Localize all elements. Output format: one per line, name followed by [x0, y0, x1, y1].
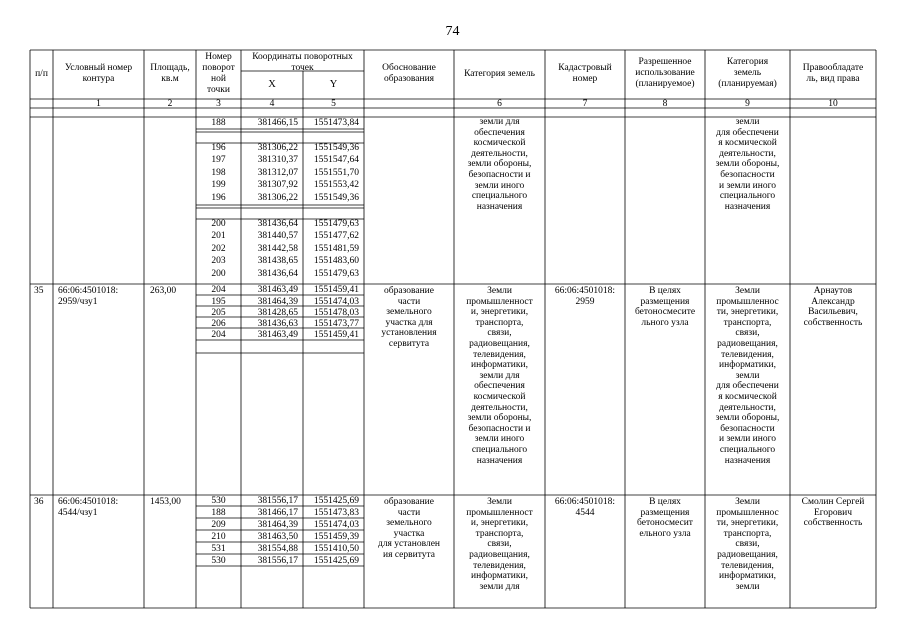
cont-category [454, 117, 545, 212]
point-y: 1551459,41 [313, 330, 359, 340]
point-number: 531 [211, 543, 226, 554]
text-line: размещения [640, 507, 690, 518]
point-x: 381440,57 [257, 231, 298, 242]
text-line: радиовещания, [469, 549, 530, 560]
point-number: 210 [211, 531, 226, 542]
point-x: 381438,65 [257, 256, 298, 267]
text-line: поворот [202, 63, 235, 73]
row35-category-planned [705, 286, 790, 466]
text-line: части [397, 507, 421, 518]
row35-area: 263,00 [150, 286, 177, 296]
text-line: участка для [385, 317, 433, 328]
text-line: земельного [386, 307, 432, 318]
text-line: участка [393, 528, 425, 539]
col-number-9: 9 [745, 99, 750, 109]
point-number: 201 [211, 231, 226, 242]
header-permitted-use [625, 57, 705, 90]
text-line: для обеспечени [716, 127, 779, 138]
text-line: обеспечения [474, 127, 525, 138]
page-number: 74 [445, 24, 460, 39]
point-x: 381464,39 [257, 519, 298, 530]
col-number-10: 10 [828, 99, 838, 109]
text-line: 66:06:4501018: [554, 497, 616, 507]
header-category-planned [705, 57, 790, 90]
text-line: космической [473, 138, 526, 149]
row36-category-planned [705, 497, 790, 592]
text-line: обеспечения [474, 381, 525, 392]
col-number-4: 4 [269, 99, 275, 109]
text-line: специального [471, 444, 528, 455]
text-line: части [397, 296, 421, 307]
text-line: назначения [476, 201, 523, 212]
point-x: 381556,17 [257, 495, 298, 506]
text-line: безопасности и [468, 169, 531, 180]
text-line: точек [291, 63, 314, 73]
text-line: безопасности [720, 423, 775, 434]
text-line: ельного узла [639, 528, 691, 539]
point-number: 530 [211, 555, 226, 566]
header-cadastral [545, 63, 625, 85]
text-line: специального [719, 191, 776, 202]
point-x: 381466,17 [257, 507, 298, 518]
point-number: 200 [211, 219, 226, 229]
text-line: Земли [735, 286, 760, 296]
text-line: безопасности [720, 169, 775, 180]
point-x: 381442,58 [257, 243, 298, 254]
point-x: 381436,64 [257, 268, 298, 279]
point-number: 209 [211, 519, 226, 530]
text-line: информатики, [719, 360, 776, 371]
text-line: и, энергетики, [470, 307, 529, 318]
point-number: 204 [211, 285, 226, 295]
point-y: 1551459,39 [313, 531, 359, 542]
point-x: 381436,64 [257, 219, 298, 229]
text-line: Земли [735, 497, 760, 507]
point-y: 1551479,63 [313, 268, 359, 279]
point-number: 196 [211, 143, 226, 153]
text-line: и земли иного [719, 180, 776, 191]
row36-area: 1453,00 [150, 497, 181, 507]
point-number: 197 [211, 155, 226, 166]
text-line: телевидения, [473, 349, 526, 360]
text-line: собственность [803, 317, 863, 328]
row35-category [454, 286, 545, 466]
point-y: 1551549,36 [313, 192, 359, 203]
text-line: ль, вид права [806, 74, 860, 84]
text-line: специального [471, 191, 528, 202]
text-line: Александр [811, 296, 855, 307]
row35-pp: 35 [34, 286, 44, 296]
point-x: 381463,50 [257, 531, 298, 542]
point-x: 381310,37 [257, 155, 298, 166]
row36-permitted-use [625, 497, 705, 539]
point-y: 1551425,69 [313, 555, 359, 566]
text-line: образования [383, 74, 435, 84]
text-line: деятельности, [471, 402, 528, 413]
text-line: назначения [476, 455, 523, 466]
point-y: 1551479,63 [313, 219, 359, 229]
text-line: размещения [640, 296, 690, 307]
text-line: земли [735, 117, 760, 127]
text-line: 4544 [575, 507, 595, 518]
text-line: и, энергетики, [470, 518, 529, 529]
text-line: радиовещания, [469, 338, 530, 349]
col-number-2: 2 [167, 99, 173, 109]
point-number: 530 [211, 495, 226, 506]
text-line: бетоносмесит [637, 518, 693, 529]
point-number: 203 [211, 256, 226, 267]
text-line: льного узла [641, 317, 689, 328]
row35-basis [364, 286, 454, 350]
text-line: Земли [487, 497, 512, 507]
point-x: 381306,22 [257, 143, 298, 153]
text-line: ти, энергетики, [716, 518, 779, 529]
text-line: Координаты поворотных [252, 52, 353, 62]
point-number: 200 [211, 268, 226, 279]
text-line: Разрешенное [638, 57, 692, 67]
header-pp: п/п [35, 69, 48, 79]
header-y: Y [329, 79, 338, 90]
text-line: номер [572, 74, 598, 84]
text-line: 2959/чзу1 [58, 296, 98, 307]
text-line: использование [635, 68, 695, 78]
text-line: транспорта, [475, 317, 524, 328]
point-y: 1551473,84 [313, 118, 359, 128]
text-line: связи, [735, 328, 760, 339]
text-line: связи, [735, 539, 760, 550]
text-line: земли для [479, 581, 520, 592]
text-line: радиовещания, [717, 338, 778, 349]
point-y: 1551459,41 [313, 285, 359, 295]
point-x: 381463,49 [257, 330, 298, 340]
text-line: Смолин Сергей [801, 497, 865, 507]
row36-pp: 36 [34, 497, 44, 507]
text-line: я космической [718, 138, 777, 149]
point-x: 381466,15 [257, 118, 298, 128]
col-number-6: 6 [497, 99, 502, 109]
text-line: земли [735, 370, 760, 381]
text-line: телевидения, [721, 349, 774, 360]
text-line: деятельности, [719, 402, 776, 413]
text-line: специального [719, 444, 776, 455]
text-line: я космической [718, 391, 777, 402]
text-line: установления [381, 328, 437, 339]
point-x: 381436,63 [257, 319, 298, 329]
text-line: Кадастровый [558, 63, 612, 73]
text-line: ти, энергетики, [716, 307, 779, 318]
text-line: земли обороны, [467, 413, 532, 424]
point-number: 205 [211, 307, 226, 318]
text-line: сервитута [388, 338, 430, 349]
text-line: земель [733, 68, 762, 78]
point-x: 381464,39 [257, 296, 298, 307]
point-y: 1551481,59 [313, 243, 359, 254]
text-line: (планируемая) [718, 79, 777, 89]
row36-cadastral [545, 497, 625, 518]
point-y: 1551474,03 [313, 519, 359, 530]
row36-basis [364, 497, 454, 561]
point-y: 1551410,50 [313, 543, 359, 554]
point-number: 204 [211, 330, 226, 340]
text-line: промышленнос [716, 507, 779, 518]
header-basis [364, 63, 454, 85]
text-line: и земли иного [719, 434, 776, 445]
text-line: земли обороны, [715, 159, 780, 170]
header-area [144, 63, 196, 85]
text-line: Условный номер [64, 63, 133, 73]
point-y: 1551547,64 [313, 155, 359, 166]
text-line: промышленнос [716, 296, 779, 307]
text-line: транспорта, [723, 317, 772, 328]
text-line: телевидения, [721, 560, 774, 571]
text-line: связи, [487, 539, 512, 550]
text-line: Обоснование [382, 63, 436, 73]
point-x: 381463,49 [257, 285, 298, 295]
point-x: 381306,22 [257, 192, 298, 203]
point-y: 1551473,77 [313, 319, 359, 329]
col-number-3: 3 [216, 99, 221, 109]
text-line: точки [206, 85, 230, 95]
text-line: космической [473, 391, 526, 402]
text-line: бетоносмесите [634, 307, 696, 318]
text-line: земли обороны, [467, 159, 532, 170]
text-line: В целях [649, 497, 681, 507]
text-line: В целях [649, 286, 681, 296]
point-y: 1551425,69 [313, 495, 359, 506]
col-number-7: 7 [582, 99, 588, 109]
text-line: Васильевич, [808, 307, 858, 318]
point-y: 1551474,03 [313, 296, 359, 307]
point-number: 198 [211, 167, 226, 178]
row35-permitted-use [625, 286, 705, 328]
point-y: 1551553,42 [313, 180, 359, 191]
text-line: деятельности, [719, 148, 776, 159]
text-line: промышленност [466, 507, 533, 518]
point-number: 188 [211, 507, 226, 518]
text-line: Земли [487, 286, 512, 296]
text-line: информатики, [471, 571, 528, 582]
text-line: Правообладате [802, 63, 864, 73]
text-line: транспорта, [723, 528, 772, 539]
row35-cadastral [545, 286, 625, 307]
text-line: Номер [205, 52, 232, 62]
text-line: деятельности, [471, 148, 528, 159]
point-number: 202 [211, 243, 226, 254]
point-number: 206 [211, 319, 226, 329]
point-x: 381556,17 [257, 555, 298, 566]
text-line: земли для [479, 370, 520, 381]
text-line: 66:06:4501018: [554, 286, 616, 296]
row36-contour [58, 497, 118, 518]
text-line: земельного [386, 518, 432, 529]
point-x: 381307,92 [257, 180, 298, 191]
text-line: безопасности и [468, 423, 531, 434]
point-number: 196 [211, 192, 226, 203]
point-number: 188 [211, 118, 226, 128]
header-owner [790, 63, 876, 85]
text-line: транспорта, [475, 528, 524, 539]
text-line: информатики, [719, 571, 776, 582]
text-line: земли иного [474, 180, 525, 191]
text-line: назначения [724, 455, 771, 466]
text-line: земли обороны, [715, 413, 780, 424]
point-y: 1551473,83 [313, 507, 359, 518]
text-line: 66:06:4501018: [58, 497, 119, 507]
row35-owner [790, 286, 876, 328]
text-line: (планируемое) [635, 79, 695, 89]
text-line: 4544/чзу1 [58, 507, 98, 518]
text-line: земли иного [474, 434, 525, 445]
cont-category-planned [705, 117, 790, 212]
text-line: земли для [479, 117, 520, 127]
text-line: собственность [803, 518, 863, 529]
point-y: 1551483,60 [313, 256, 359, 267]
point-y: 1551478,03 [313, 307, 359, 318]
point-y: 1551549,36 [313, 143, 359, 153]
text-line: назначения [724, 201, 771, 212]
text-line: образование [384, 286, 434, 296]
point-y: 1551477,62 [313, 231, 359, 242]
text-line: телевидения, [473, 560, 526, 571]
col-number-8: 8 [662, 99, 668, 109]
header-x: X [268, 79, 276, 90]
point-number: 199 [211, 180, 226, 191]
text-line: промышленност [466, 296, 533, 307]
row36-owner [790, 497, 876, 529]
col-number-1: 1 [96, 99, 101, 109]
row36-category [454, 497, 545, 592]
text-line: земли [735, 581, 760, 592]
text-line: ной [211, 74, 226, 84]
text-line: контура [82, 74, 115, 84]
text-line: Площадь, [150, 63, 190, 73]
text-line: информатики, [471, 360, 528, 371]
header-coordinates [241, 52, 364, 74]
text-line: Категория [726, 57, 769, 67]
header-contour [53, 63, 144, 85]
header-category: Категория земель [464, 69, 535, 79]
point-x: 381554,88 [257, 543, 298, 554]
text-line: для обеспечени [716, 381, 779, 392]
row35-contour [58, 286, 118, 307]
text-line: для установлен [377, 539, 440, 550]
point-x: 381428,65 [257, 307, 298, 318]
text-line: 2959 [575, 296, 595, 307]
text-line: связи, [487, 328, 512, 339]
text-line: Егорович [813, 507, 853, 518]
text-line: кв.м [161, 74, 179, 84]
header-point-number [196, 52, 241, 96]
text-line: Арнаутов [813, 286, 853, 296]
text-line: радиовещания, [717, 549, 778, 560]
point-number: 195 [211, 296, 226, 307]
text-line: 66:06:4501018: [58, 286, 119, 296]
text-line: ия сервитута [383, 549, 435, 560]
point-y: 1551551,70 [313, 167, 359, 178]
point-x: 381312,07 [257, 167, 298, 178]
col-number-5: 5 [331, 99, 336, 109]
text-line: образование [384, 497, 434, 507]
